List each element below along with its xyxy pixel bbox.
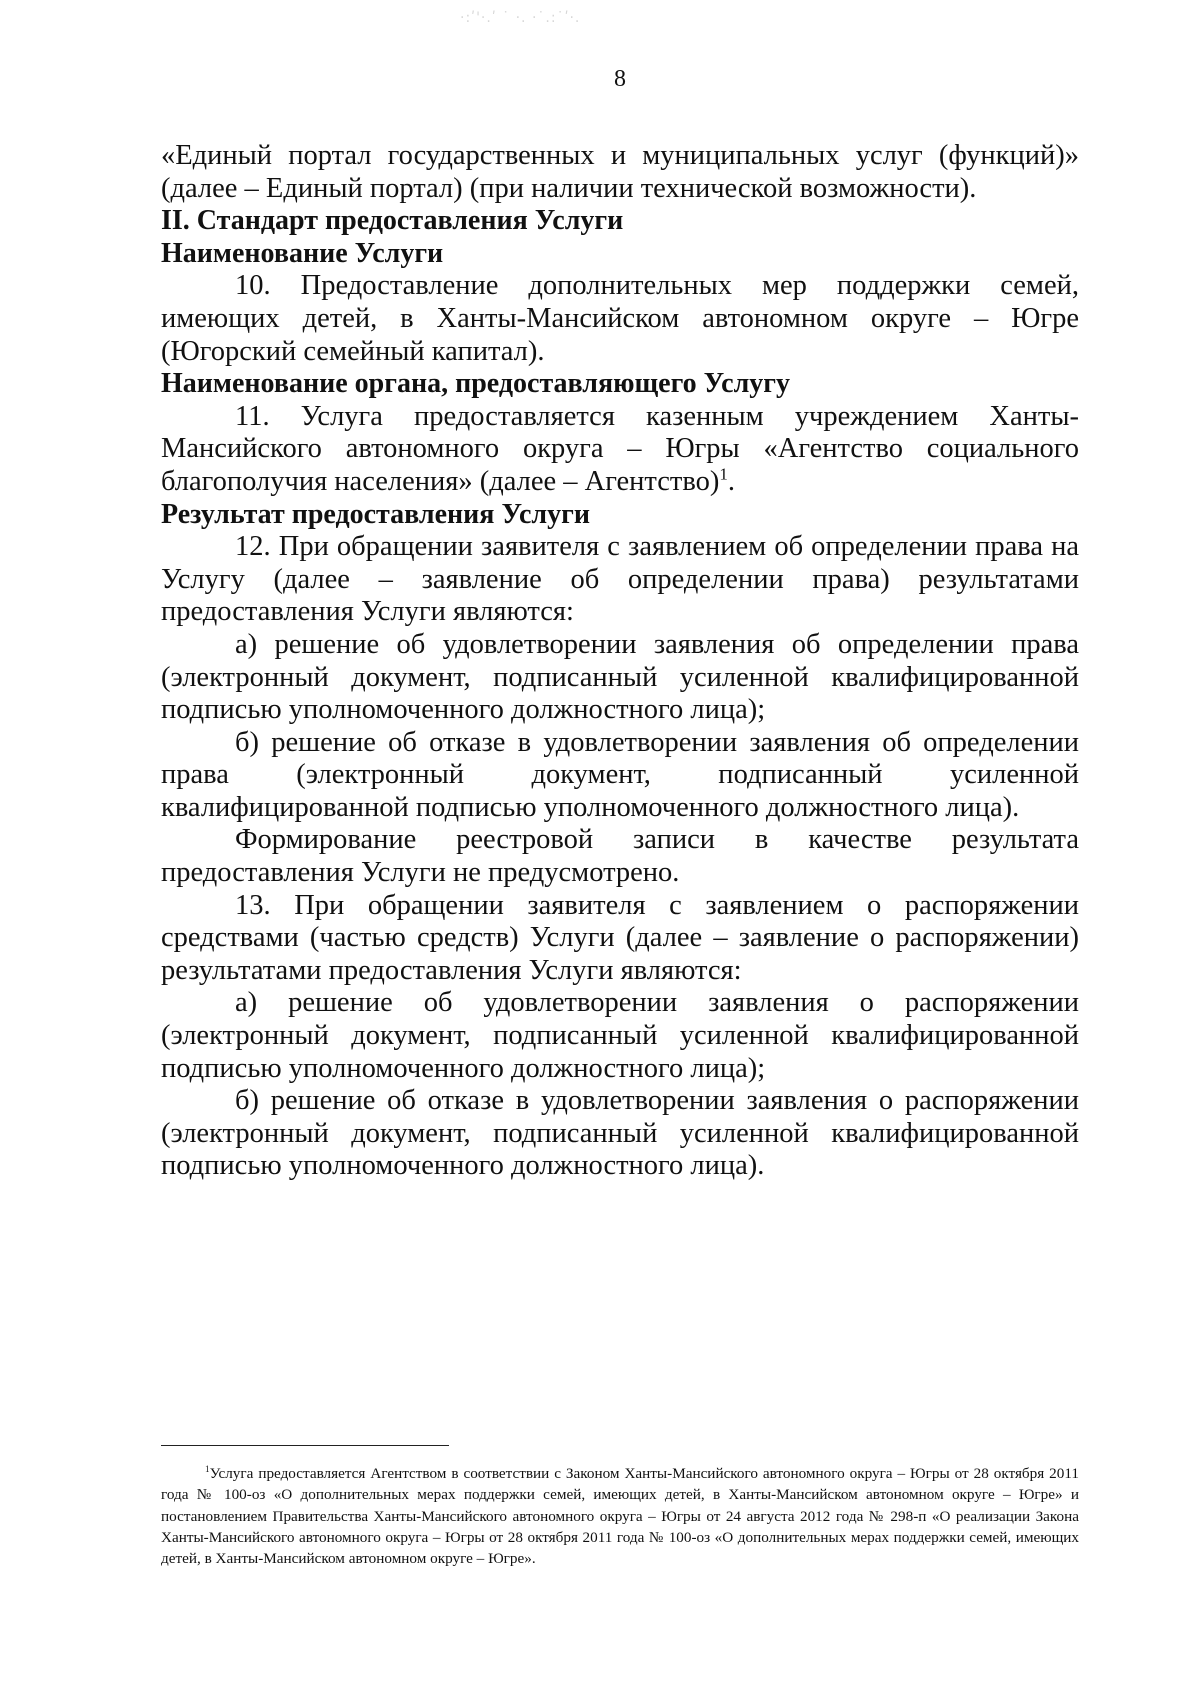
scan-artifact: ·:ʹ'·.ʹ ˙ ·. ·˙.:˙ʹ·. xyxy=(460,10,581,26)
paragraph-12a: а) решение об удовлетворении заявления об определении права (электронный документ, подписанный усиленной квалифицированной подписью уполномоченного должностного лица); xyxy=(161,628,1079,726)
paragraph-12b: б) решение об отказе в удовлетворении заявления об определении права (электронный документ, подписанный усиленной квалифицированной подписью уполномоченного должностного лица). xyxy=(161,726,1079,823)
footnote-text: Услуга предоставляется Агентством в соответствии с Законом Ханты-Мансийского автономного округа – Югры от 28 октября 2011 года № 100-оз «О дополнительных мерах поддержки семей, имеющих детей, в Ханты-Мансийском автономном округе – Югре» и постановлением Правительства Ханты-Мансийского автономного округа – Югры от 24 августа 2012 года № 298-п «О реализации Закона Ханты-Мансийского автономного округа – Югры от 28 октября 2011 года № 100-оз «О дополнительных мерах поддержки семей, имеющих детей, в Ханты-Мансийском автономном округе – Югре». xyxy=(161,1465,1079,1568)
footnote-paragraph xyxy=(161,1463,1079,1569)
page-number: 8 xyxy=(614,66,626,92)
heading-service-name: Наименование Услуги xyxy=(161,237,444,269)
footnote-marker: 1 xyxy=(205,1463,210,1474)
footnote-separator xyxy=(161,1445,449,1446)
paragraph-11-end: . xyxy=(727,465,736,497)
footnote xyxy=(161,1463,1079,1569)
paragraph-11 xyxy=(161,401,1079,499)
paragraph-13b: б) решение об отказе в удовлетворении заявления о распоряжении (электронный документ, подписанный усиленной квалифицированной подписью уполномоченного должностного лица). xyxy=(161,1085,1079,1182)
paragraph-12: 12. При обращении заявителя с заявлением об определении права на Услугу (далее – заявление об определении права) результатами предоставления Услуги являются: xyxy=(161,531,1079,628)
section-title: II. Стандарт предоставления Услуги xyxy=(161,205,624,237)
heading-providing-organ: Наименование органа, предоставляющего Услугу xyxy=(161,368,791,400)
paragraph-13: 13. При обращении заявителя с заявлением о распоряжении средствами (частью средств) Услуги (далее – заявление о распоряжении) результатами предоставления Услуги являются: xyxy=(161,889,1079,986)
document-body xyxy=(161,140,1079,1183)
footnote-reference: 1 xyxy=(719,464,728,484)
paragraph-intro: «Единый портал государственных и муниципальных услуг (функций)» (далее – Единый портал) (при наличии технической возможности). xyxy=(161,140,1079,204)
paragraph-13a: а) решение об удовлетворении заявления о распоряжении (электронный документ, подписанный усиленной квалифицированной подписью уполномоченного должностного лица); xyxy=(161,987,1079,1084)
paragraph-12c: Формирование реестровой записи в качестве результата предоставления Услуги не предусмотрено. xyxy=(161,824,1079,889)
paragraph-10: 10. Предоставление дополнительных мер поддержки семей, имеющих детей, в Ханты-Мансийском автономном округе – Югре (Югорский семейный капитал). xyxy=(161,270,1079,367)
heading-service-result: Результат предоставления Услуги xyxy=(161,498,590,530)
paragraph-11-text: 11. Услуга предоставляется казенным учреждением Ханты-Мансийского автономного округа – Югры «Агентство социального благополучия населения» (далее – Агентство) xyxy=(161,400,1079,497)
